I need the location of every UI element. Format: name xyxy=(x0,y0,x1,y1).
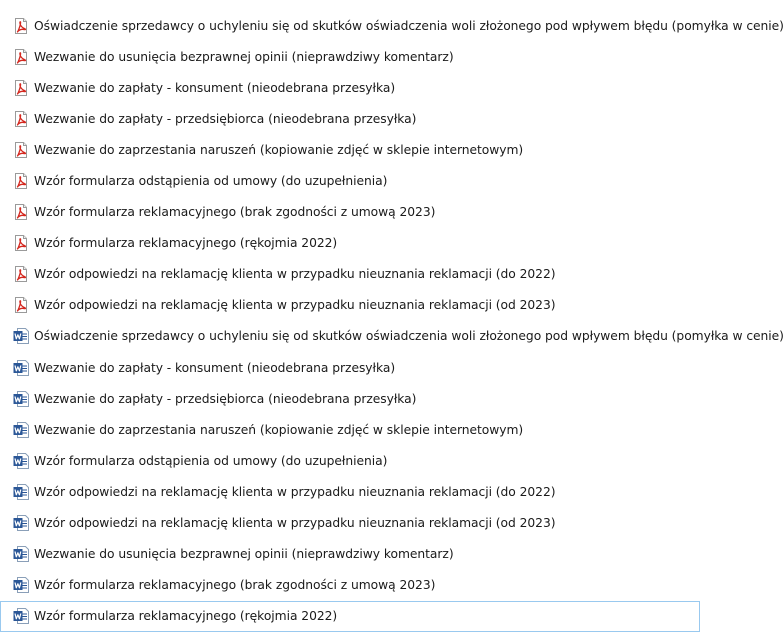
file-name: Wzór formularza odstąpienia od umowy (do uzupełnienia) xyxy=(34,453,388,468)
pdf-file-icon xyxy=(13,235,29,251)
word-document-icon xyxy=(13,391,29,407)
pdf-file-icon xyxy=(13,111,29,127)
word-document-icon xyxy=(13,360,29,376)
file-row-pdf[interactable] xyxy=(0,103,700,134)
file-name: Wzór odpowiedzi na reklamację klienta w przypadku nieuznania reklamacji (od 2023) xyxy=(34,516,556,531)
file-name: Wezwanie do zapłaty - konsument (nieodebrana przesyłka) xyxy=(34,80,396,95)
file-row-docx[interactable] xyxy=(0,321,784,352)
file-name: Wzór odpowiedzi na reklamację klienta w przypadku nieuznania reklamacji (do 2022) xyxy=(34,484,556,499)
file-name: Wezwanie do zapłaty - przedsiębiorca (nieodebrana przesyłka) xyxy=(34,111,417,126)
word-document-icon xyxy=(13,484,29,500)
file-row-docx[interactable] xyxy=(0,476,700,507)
file-row-docx[interactable] xyxy=(0,383,700,414)
pdf-file-icon xyxy=(13,173,29,189)
pdf-file-icon xyxy=(13,49,29,65)
word-document-icon xyxy=(13,453,29,469)
file-name: Wezwanie do zaprzestania naruszeń (kopiowanie zdjęć w sklepie internetowym) xyxy=(34,422,524,437)
file-name: Wezwanie do zapłaty - przedsiębiorca (nieodebrana przesyłka) xyxy=(34,391,417,406)
file-row-pdf[interactable] xyxy=(0,290,700,321)
word-document-icon xyxy=(13,577,29,593)
word-document-icon xyxy=(13,515,29,531)
file-row-pdf[interactable] xyxy=(0,41,700,72)
file-row-docx[interactable] xyxy=(0,508,700,539)
pdf-file-icon xyxy=(13,142,29,158)
file-row-docx[interactable] xyxy=(0,570,700,601)
pdf-file-icon xyxy=(13,80,29,96)
file-name: Wezwanie do zapłaty - konsument (nieodebrana przesyłka) xyxy=(34,360,396,375)
pdf-file-icon xyxy=(13,266,29,282)
file-name: Wzór formularza odstąpienia od umowy (do uzupełnienia) xyxy=(34,174,388,189)
file-row-docx[interactable] xyxy=(0,414,700,445)
file-row-pdf[interactable] xyxy=(0,165,700,196)
file-name: Oświadczenie sprzedawcy o uchyleniu się od skutków oświadczenia woli złożonego pod wpływem błędu (pomyłka w cenie) xyxy=(34,329,784,344)
pdf-file-icon xyxy=(13,297,29,313)
file-name: Wzór formularza reklamacyjnego (rękojmia 2022) xyxy=(34,236,338,251)
file-row-docx[interactable] xyxy=(0,601,700,632)
pdf-file-icon xyxy=(13,204,29,220)
pdf-file-icon xyxy=(13,18,29,34)
file-name: Wezwanie do usunięcia bezprawnej opinii (nieprawdziwy komentarz) xyxy=(34,49,454,64)
file-name: Wzór odpowiedzi na reklamację klienta w przypadku nieuznania reklamacji (do 2022) xyxy=(34,267,556,282)
word-document-icon xyxy=(13,422,29,438)
file-name: Wezwanie do usunięcia bezprawnej opinii (nieprawdziwy komentarz) xyxy=(34,547,454,562)
file-name: Wzór formularza reklamacyjnego (brak zgodności z umową 2023) xyxy=(34,205,436,220)
word-document-icon xyxy=(13,608,29,624)
file-row-pdf[interactable] xyxy=(0,134,700,165)
word-document-icon xyxy=(13,328,29,344)
file-row-pdf[interactable] xyxy=(0,228,700,259)
file-row-pdf[interactable] xyxy=(0,72,700,103)
file-name: Oświadczenie sprzedawcy o uchyleniu się od skutków oświadczenia woli złożonego pod wpływem błędu (pomyłka w cenie) xyxy=(34,18,784,33)
file-name: Wzór odpowiedzi na reklamację klienta w przypadku nieuznania reklamacji (od 2023) xyxy=(34,298,556,313)
file-name: Wzór formularza reklamacyjnego (brak zgodności z umową 2023) xyxy=(34,578,436,593)
file-name: Wezwanie do zaprzestania naruszeń (kopiowanie zdjęć w sklepie internetowym) xyxy=(34,142,524,157)
file-row-pdf[interactable] xyxy=(0,259,700,290)
file-row-docx[interactable] xyxy=(0,539,700,570)
file-row-docx[interactable] xyxy=(0,445,700,476)
file-name: Wzór formularza reklamacyjnego (rękojmia 2022) xyxy=(34,609,338,624)
file-row-pdf[interactable] xyxy=(0,197,700,228)
file-row-docx[interactable] xyxy=(0,352,700,383)
word-document-icon xyxy=(13,546,29,562)
file-row-pdf[interactable] xyxy=(0,10,784,41)
